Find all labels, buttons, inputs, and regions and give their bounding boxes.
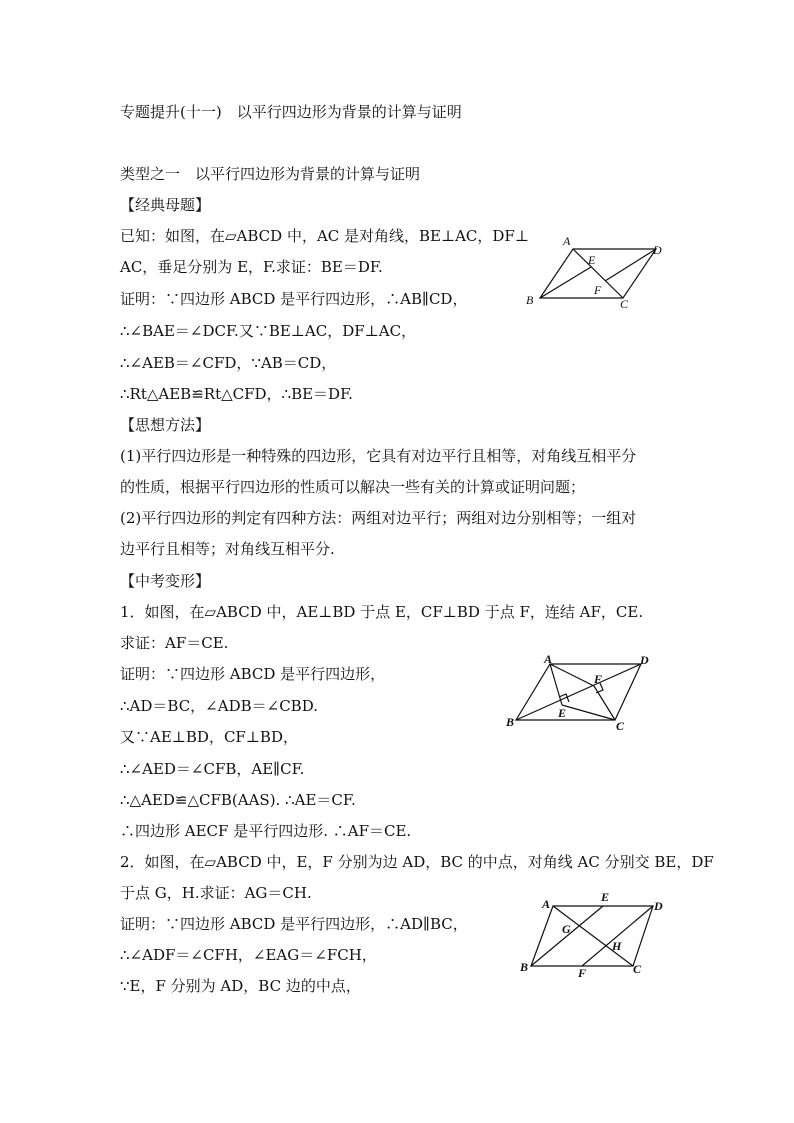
label-H: H [612,939,622,953]
problem1-line: 求证：AF＝CE. [120,634,229,652]
label-A: A [542,897,551,911]
classic-line: AC，垂足分别为 E，F.求证：BE＝DF. [120,258,383,276]
label-D: D [640,653,649,667]
label-E: E [558,706,567,720]
section-variant: 【中考变形】 [120,572,211,590]
label-C: C [633,962,642,976]
problem1-line: 1．如图，在▱ABCD 中，AE⊥BD 于点 E，CF⊥BD 于点 F，连结 AF，CE. [120,603,644,621]
label-B: B [520,960,529,974]
problem2-line: ∵E，F 分别为 AD，BC 边的中点， [120,977,361,995]
problem2-line: 于点 G，H.求证：AG＝CH. [120,884,312,902]
page-title: 专题提升(十一) 以平行四边形为背景的计算与证明 [120,103,462,121]
problem1-line: 证明：∵四边形 ABCD 是平行四边形， [120,665,386,683]
label-F: F [578,966,587,980]
problem2-line: 证明：∵四边形 ABCD 是平行四边形，∴AD∥BC， [120,915,468,933]
label-A: A [544,652,553,666]
label-F: F [594,672,603,686]
label-A: A [563,234,571,248]
classic-line: 证明：∵四边形 ABCD 是平行四边形，∴AB∥CD， [120,290,468,308]
problem1-line: ∴四边形 AECF 是平行四边形. ∴AF＝CE. [120,822,412,840]
label-E: E [588,253,596,267]
method-line: 边平行且相等；对角线互相平分. [120,540,335,558]
label-C: C [616,719,625,733]
problem2-line: 2．如图，在▱ABCD 中，E，F 分别为边 AD，BC 的中点，对角线 AC 分别交 BE，DF [120,853,714,871]
label-F: F [594,283,602,297]
problem1-line: ∴△AED≌△CFB(AAS). ∴AE＝CF. [120,791,356,809]
problem1-line: ∴∠AED＝∠CFB，AE∥CF. [120,760,305,778]
classic-line: ∴Rt△AEB≌Rt△CFD，∴BE＝DF. [120,385,353,403]
method-line: 的性质，根据平行四边形的性质可以解决一些有关的计算或证明问题； [120,478,586,496]
label-C: C [620,297,629,310]
section-classic: 【经典母题】 [120,196,211,214]
problem1-figure [500,652,660,736]
type-heading: 类型之一 以平行四边形为背景的计算与证明 [120,165,421,183]
problem1-line: ∴AD＝BC，∠ADB＝∠CBD. [120,697,318,715]
label-B: B [506,715,515,729]
classic-figure [520,230,670,310]
label-D: D [653,243,662,257]
classic-line: ∴∠AEB＝∠CFD，∵AB＝CD， [120,354,337,372]
problem2-line: ∴∠ADF＝∠CFH，∠EAG＝∠FCH， [120,946,377,964]
label-E: E [601,890,610,904]
section-method: 【思想方法】 [120,416,211,434]
label-D: D [654,899,663,913]
problem1-line: 又∵AE⊥BD，CF⊥BD， [120,728,298,746]
method-line: (2)平行四边形的判定有四种方法：两组对边平行；两组对边分别相等；一组对 [120,509,637,527]
problem2-figure [515,888,675,980]
label-B: B [526,293,534,307]
classic-line: ∴∠BAE＝∠DCF.又∵BE⊥AC，DF⊥AC， [120,322,417,340]
classic-line: 已知：如图，在▱ABCD 中，AC 是对角线，BE⊥AC，DF⊥ [120,227,529,245]
label-G: G [562,922,571,936]
method-line: (1)平行四边形是一种特殊的四边形，它具有对边平行且相等，对角线互相平分 [120,447,637,465]
